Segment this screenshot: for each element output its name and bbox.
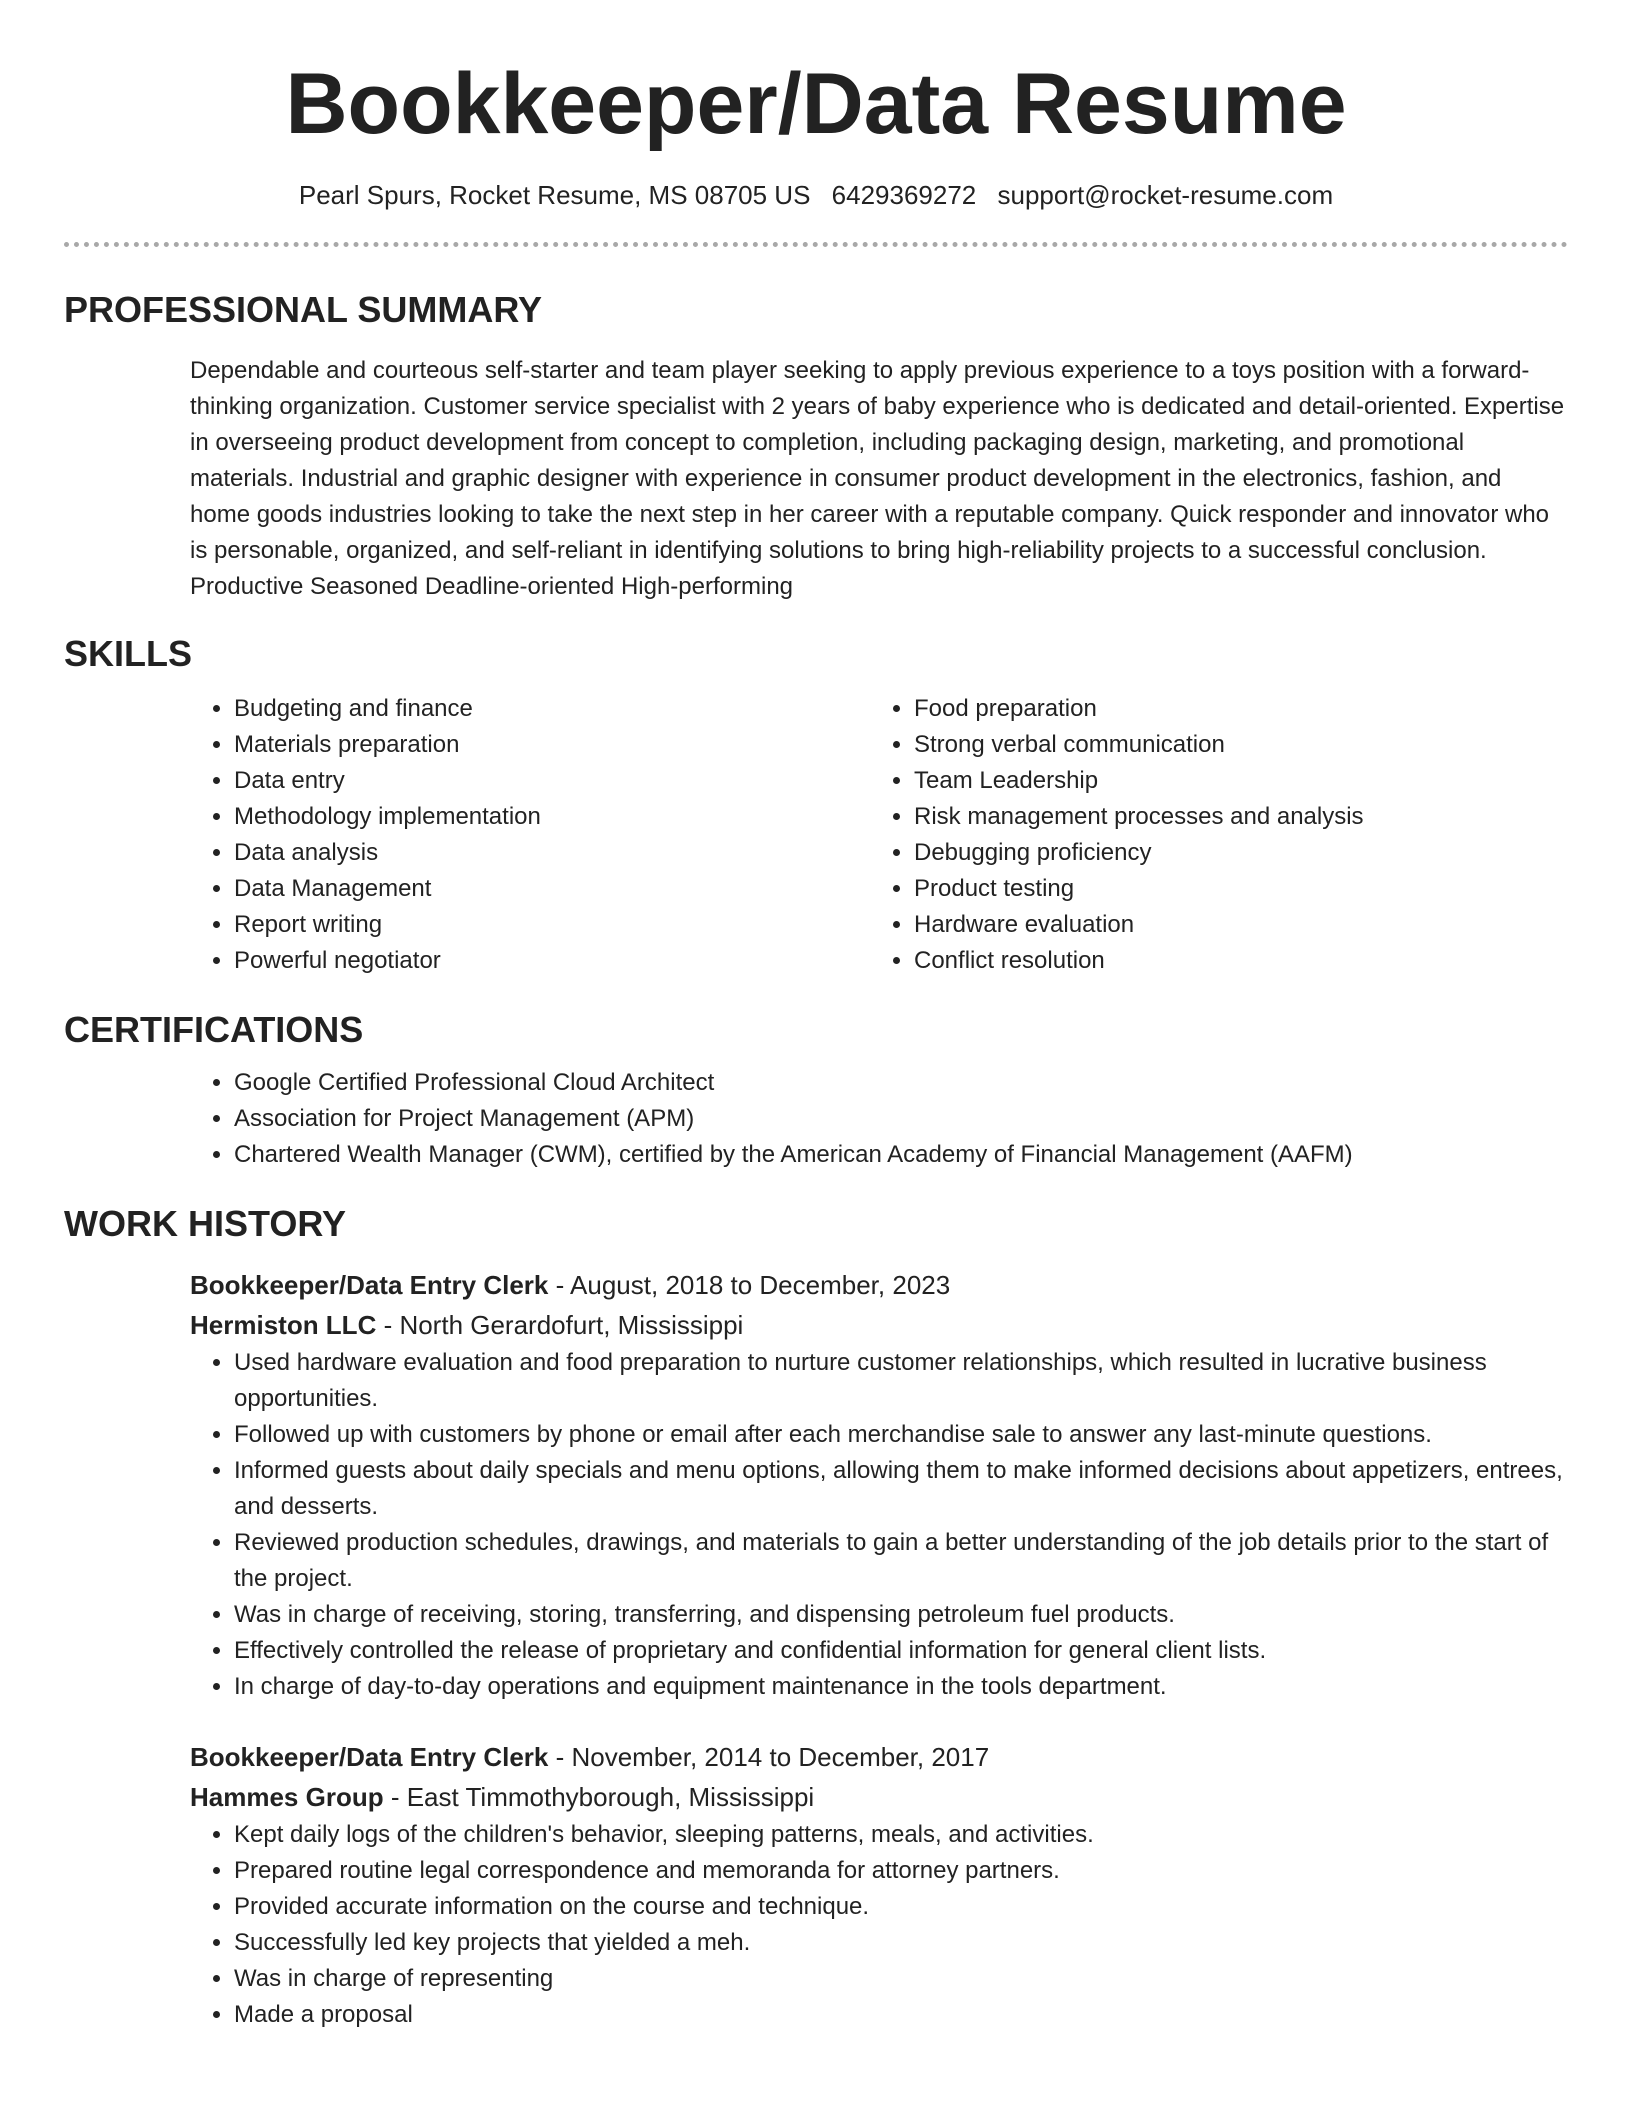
certifications-list (190, 1065, 1568, 1173)
skills-column-left (190, 691, 870, 979)
contact-email: support@rocket-resume.com (997, 180, 1334, 210)
skill-item: • Team Leadership (914, 763, 1550, 799)
skill-item: • Product testing (914, 871, 1550, 907)
job-bullets (190, 1345, 1568, 1705)
skill-item: • Strong verbal communication (914, 727, 1550, 763)
certifications-section (64, 1009, 1568, 1173)
job-company-line (190, 1305, 1568, 1345)
contact-address: Pearl Spurs, Rocket Resume, MS 08705 US (298, 180, 811, 210)
job-bullet: • Was in charge of receiving, storing, transferring, and dispensing petroleum fuel products. (234, 1597, 1568, 1633)
certification-item: • Chartered Wealth Manager (CWM), certified by the American Academy of Financial Management (AAFM) (234, 1137, 1568, 1173)
skills-list-left (190, 691, 870, 979)
resume-title: Bookkeeper/Data Resume (285, 56, 1347, 152)
job-dates: - August, 2018 to December, 2023 (548, 1270, 951, 1300)
skill-item: • Data entry (234, 763, 870, 799)
skill-item: • Materials preparation (234, 727, 870, 763)
contact-phone: 6429369272 (831, 180, 977, 210)
skill-item: • Debugging proficiency (914, 835, 1550, 871)
job-company: Hermiston LLC (190, 1310, 377, 1340)
job-location: - East Timmothyborough, Mississippi (383, 1782, 815, 1812)
skill-item: • Hardware evaluation (914, 907, 1550, 943)
job-title: Bookkeeper/Data Entry Clerk (190, 1270, 549, 1300)
job-company: Hammes Group (190, 1782, 384, 1812)
skills-column-right (870, 691, 1550, 979)
work-history-heading: WORK HISTORY (64, 1203, 347, 1244)
job-entry (64, 1265, 1568, 1705)
job-bullets (190, 1817, 1568, 2033)
job-bullet: • Successfully led key projects that yielded a meh. (234, 1925, 1568, 1961)
skills-heading: SKILLS (64, 633, 193, 674)
skills-list-right (870, 691, 1550, 979)
job-bullet: • Was in charge of representing (234, 1961, 1568, 1997)
skill-item: • Food preparation (914, 691, 1550, 727)
summary-text: Dependable and courteous self-starter and team player seeking to apply previous experience to a toys position with a forward-thinking organization. Customer service specialist with 2 years of baby experience who is dedicated and detail-oriented. Expertise in overseeing product development from concept to completion, including packaging design, marketing, and promotional materials. Industrial and graphic designer with experience in consumer product development in the electronics, fashion, and home goods industries looking to take the next step in her career with a reputable company. Quick responder and innovator who is personable, organized, and self-reliant in identifying solutions to bring high-reliability projects to a successful conclusion. Productive Seasoned Deadline-oriented High-performing (190, 357, 1565, 600)
header-divider (64, 242, 1568, 247)
job-bullet: • In charge of day-to-day operations and equipment maintenance in the tools department. (234, 1669, 1568, 1705)
job-bullet: • Informed guests about daily specials and menu options, allowing them to make informed decisions about appetizers, entrees, and desserts. (234, 1453, 1568, 1525)
job-title: Bookkeeper/Data Entry Clerk (190, 1742, 549, 1772)
work-history-section (64, 1203, 1568, 2033)
skill-item: • Budgeting and finance (234, 691, 870, 727)
job-company-line (190, 1777, 1568, 1817)
skills-grid (64, 691, 1568, 979)
skill-item: • Data analysis (234, 835, 870, 871)
job-dates: - November, 2014 to December, 2017 (548, 1742, 990, 1772)
job-bullet: • Reviewed production schedules, drawings, and materials to gain a better understanding of the job details prior to the start of the project. (234, 1525, 1568, 1597)
skill-item: • Conflict resolution (914, 943, 1550, 979)
skill-item: • Data Management (234, 871, 870, 907)
job-bullet: • Provided accurate information on the course and technique. (234, 1889, 1568, 1925)
job-bullet: • Prepared routine legal correspondence and memoranda for attorney partners. (234, 1853, 1568, 1889)
job-bullet: • Kept daily logs of the children's behavior, sleeping patterns, meals, and activities. (234, 1817, 1568, 1853)
skills-section (64, 633, 1568, 979)
job-bullet: • Followed up with customers by phone or email after each merchandise sale to answer any last-minute questions. (234, 1417, 1568, 1453)
job-bullet: • Used hardware evaluation and food preparation to nurture customer relationships, which resulted in lucrative business opportunities. (234, 1345, 1568, 1417)
job-location: - North Gerardofurt, Mississippi (376, 1310, 744, 1340)
job-bullet: • Effectively controlled the release of proprietary and confidential information for general client lists. (234, 1633, 1568, 1669)
job-bullet: • Made a proposal (234, 1997, 1568, 2033)
job-title-line (190, 1265, 1568, 1305)
job-entry (64, 1737, 1568, 2033)
certifications-wrapper (64, 1065, 1568, 1173)
summary-section (64, 289, 1568, 605)
summary-heading: PROFESSIONAL SUMMARY (64, 289, 543, 330)
certifications-heading: CERTIFICATIONS (64, 1009, 364, 1050)
skill-item: • Risk management processes and analysis (914, 799, 1550, 835)
contact-line (64, 178, 1568, 212)
job-title-line (190, 1737, 1568, 1777)
certification-item: • Google Certified Professional Cloud Architect (234, 1065, 1568, 1101)
skill-item: • Methodology implementation (234, 799, 870, 835)
skill-item: • Report writing (234, 907, 870, 943)
skill-item: • Powerful negotiator (234, 943, 870, 979)
certification-item: • Association for Project Management (APM) (234, 1101, 1568, 1137)
